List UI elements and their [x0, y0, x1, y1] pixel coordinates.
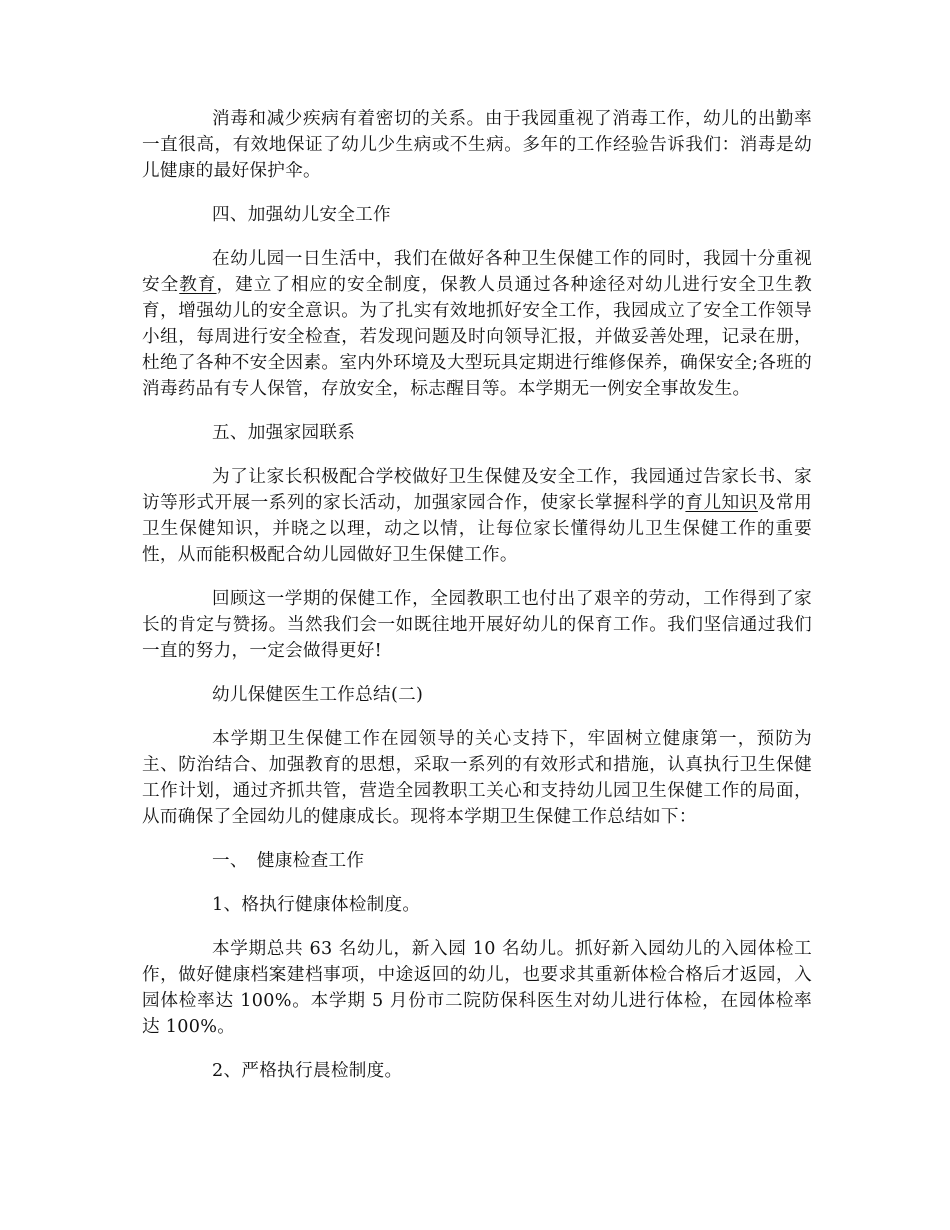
heading-family-contact: 五、加强家园联系 — [212, 423, 356, 443]
paragraph-disinfection: 消毒和减少疾病有着密切的关系。由于我园重视了消毒工作，幼儿的出勤率一直很高，有效地保证了幼儿少生病或不生病。多年的工作经验告诉我们：消毒是幼儿健康的最好保护伞。 — [142, 109, 812, 181]
link-education[interactable]: 教育 — [179, 275, 217, 295]
heading-morning-check-rule: 2、严格执行晨检制度。 — [212, 1061, 403, 1081]
paragraph-intro: 本学期卫生保健工作在园领导的关心支持下，牢固树立健康第一，预防为主、防治结合、加强教育的思想，采取一系列的有效形式和措施，认真执行卫生保健工作计划，通过齐抓共管，营造全园教职工关心和支持幼儿园卫生保健工作的局面，从而确保了全园幼儿的健康成长。现将本学期卫生保健工作总结如下： — [142, 729, 812, 827]
paragraph-family — [142, 464, 812, 568]
document-body — [142, 106, 812, 1102]
paragraph-family-text-end: 及常用卫生保健知识，并晓之以理，动之以情，让每位家长懂得幼儿卫生保健工作的重要性，从而能积极配合幼儿园做好卫生保健工作。 — [142, 493, 812, 565]
paragraph-safety — [142, 246, 812, 402]
heading-health-check: 一、 健康检查工作 — [212, 851, 365, 871]
heading-summary-two: 幼儿保健医生工作总结(二) — [212, 685, 424, 705]
paragraph-safety-text-end: ，建立了相应的安全制度，保教人员通过各种途径对幼儿进行安全卫生教育，增强幼儿的安全意识。为了扎实有效地抓好安全工作，我园成立了安全工作领导小组，每周进行安全检查，若发现问题及时向领导汇报，并做妥善处理，记录在册，杜绝了各种不安全因素。室内外环境及大型玩具定期进行维修保养，确保安全;各班的消毒药品有专人保管，存放安全，标志醒目等。本学期无一例安全事故发生。 — [142, 275, 812, 399]
paragraph-physical-exam: 本学期总共 63 名幼儿，新入园 10 名幼儿。抓好新入园幼儿的入园体检工作，做好健康档案建档事项，中途返回的幼儿，也要求其重新体检合格后才返园，入园体检率达 100%。本学期 5 月份市二院防保科医生对幼儿进行体检，在园体检率达 100%。 — [142, 939, 812, 1037]
paragraph-family-text-start: 为了让家长积极配合学校做好卫生保健及安全工作，我园通过告家长书、家访等形式开展一系列的家长活动，加强家园合作，使家长掌握科学的 — [142, 467, 812, 513]
paragraph-review: 回顾这一学期的保健工作，全园教职工也付出了艰辛的劳动，工作得到了家长的肯定与赞扬。当然我们会一如既往地开展好幼儿的保育工作。我们坚信通过我们一直的努力，一定会做得更好! — [142, 589, 812, 661]
heading-physical-exam-rule: 1、格执行健康体检制度。 — [212, 895, 421, 915]
heading-safety-work: 四、加强幼儿安全工作 — [212, 205, 391, 225]
paragraph-safety-text-start: 在幼儿园一日生活中，我们在做好各种卫生保健工作的同时，我园十分重视安全 — [142, 249, 812, 295]
link-parenting-knowledge[interactable]: 育儿知识 — [685, 493, 758, 513]
